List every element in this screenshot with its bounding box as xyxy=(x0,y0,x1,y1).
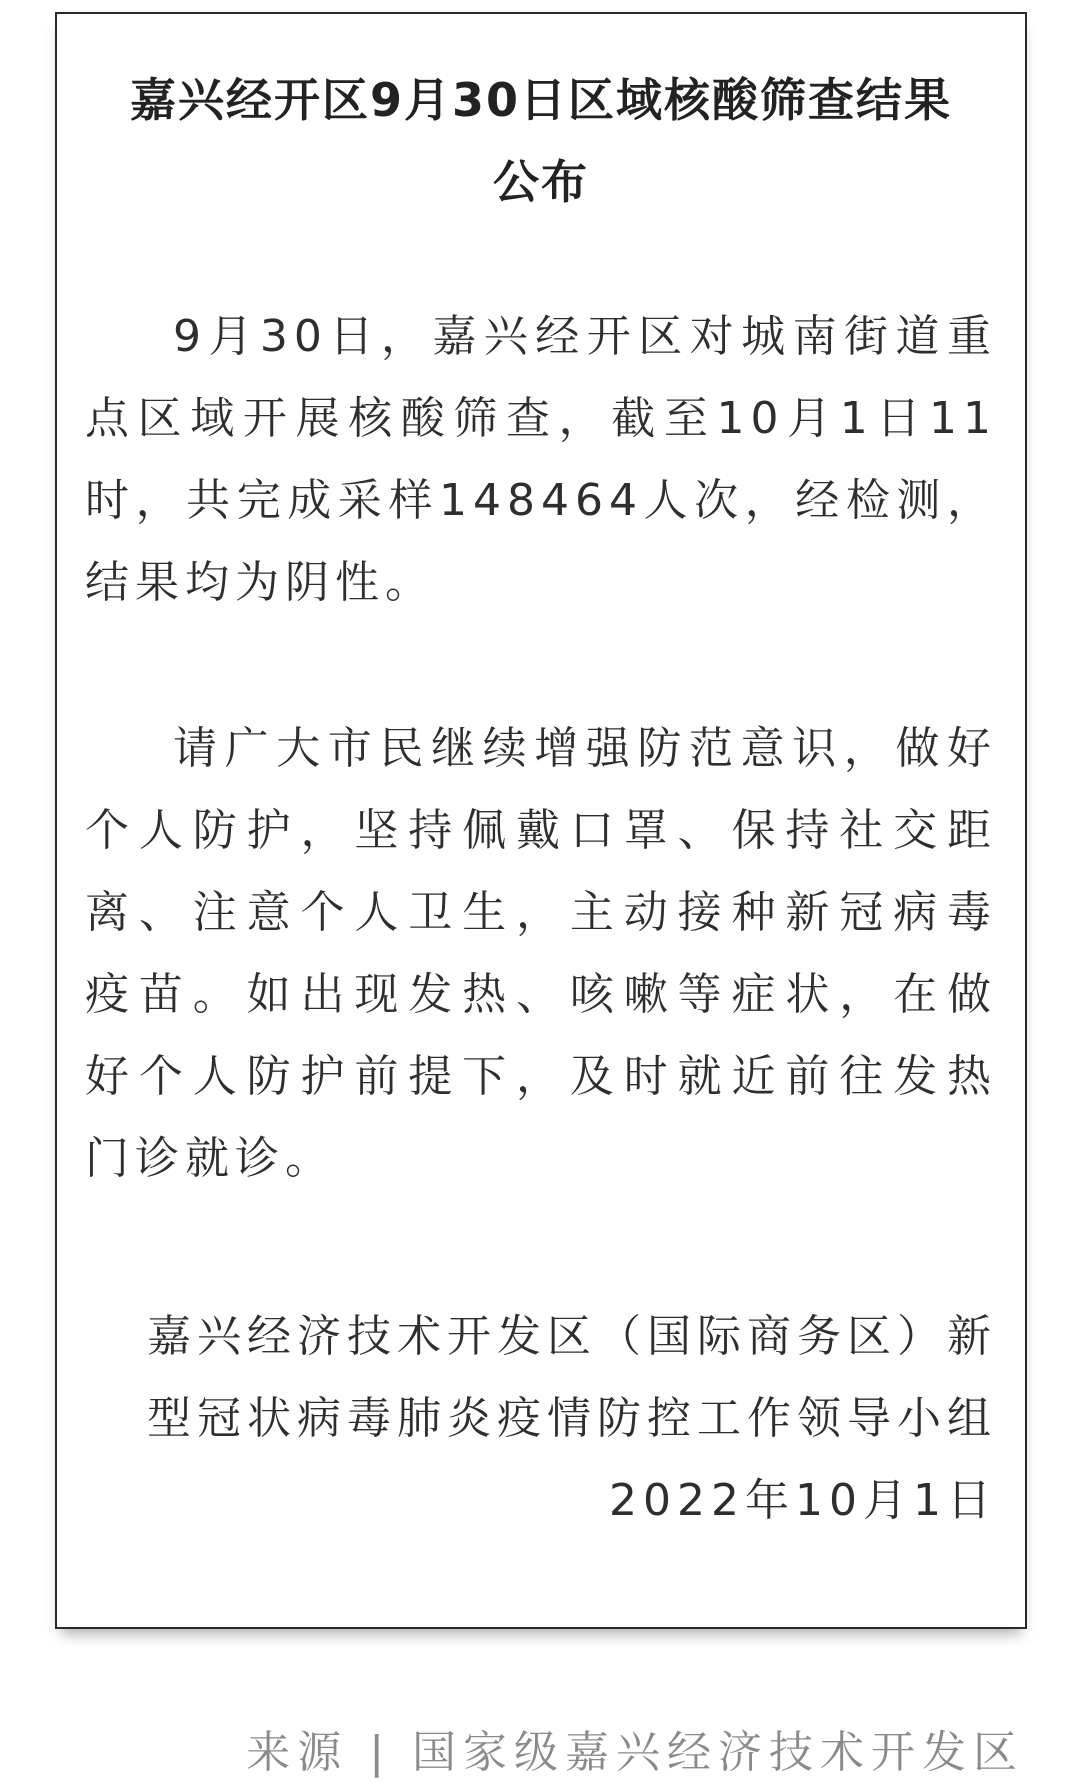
paragraph-line: 离、注意个人卫生，主动接种新冠病毒 xyxy=(85,887,997,938)
signature-organization: 嘉兴经济技术开发区（国际商务区）新 xyxy=(147,1311,997,1362)
notice-box xyxy=(55,12,1027,1629)
paragraph-line: 点区域开展核酸筛查，截至10月1日11 xyxy=(85,393,997,444)
paragraph-line: 门诊就诊。 xyxy=(85,1133,335,1184)
notice-title-continued: 公布 xyxy=(493,155,589,209)
signature-block xyxy=(85,1296,997,1542)
paragraph-line: 时，共完成采样148464人次，经检测， xyxy=(85,475,997,526)
paragraph-line: 请广大市民继续增强防范意识，做好 xyxy=(173,723,997,774)
signature-date: 2022年10月1日 xyxy=(609,1475,997,1526)
paragraph-line: 好个人防护前提下，及时就近前往发热 xyxy=(85,1051,997,1102)
paragraph-line: 9月30日，嘉兴经开区对城南街道重 xyxy=(173,311,997,362)
notice-title: 嘉兴经开区9月30日区域核酸筛查结果 xyxy=(129,73,953,127)
paragraph-line: 疫苗。如出现发热、咳嗽等症状，在做 xyxy=(85,969,997,1020)
paragraph-line: 结果均为阴性。 xyxy=(85,557,435,608)
paragraph-public-advice xyxy=(85,708,997,1200)
signature-organization-continued: 型冠状病毒肺炎疫情防控工作领导小组 xyxy=(147,1393,997,1444)
paragraph-line: 个人防护，坚持佩戴口罩、保持社交距 xyxy=(85,805,997,856)
paragraph-screening-result xyxy=(85,296,997,624)
source-caption: 来源 | 国家级嘉兴经济技术开发区 xyxy=(246,1727,1024,1778)
